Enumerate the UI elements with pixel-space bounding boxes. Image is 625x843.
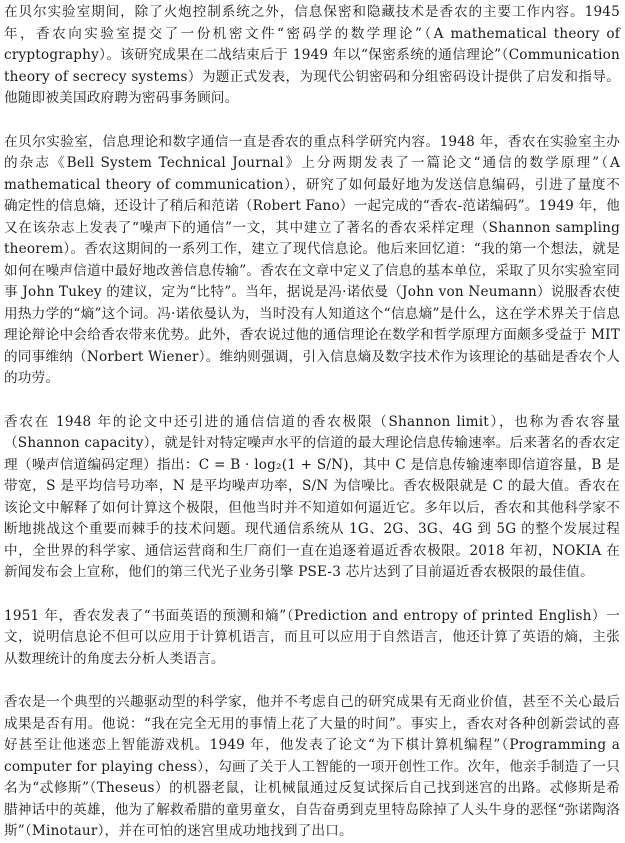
paragraph-gap: [4, 110, 620, 132]
paragraph-gap: [4, 390, 620, 412]
paragraph-printed-english: 1951 年，香农发表了“书面英语的预测和熵”（Prediction and entropy of printed English）一文，说明信息论不但可以应用于计算机语言，而且可以应用于自然语言，他还计算了英语的熵，主张从数理统计的角度去分析人类语言。: [4, 607, 620, 667]
paragraph-information-theory: 在贝尔实验室，信息理论和数字通信一直是香农的重点科学研究内容。1948 年，香农在实验室主办的杂志《Bell System Technical Journal》上分两期发表了一篇论文“通信的数学原理”（A mathematical theory of communication），研究了如何最好地为发送信息编码，引进了量度不确定性的信息熵，还设计了稍后和范诺（Robert Fano）一起完成的“香农-范诺编码”。1949 年，他又在该杂志上发表了“噪声下的通信”一文，其中建立了著名的香农采样定理（Shannon sampling theorem）。香农这期间的一系列工作，建立了现代信息论。他后来回忆道：“我的第一个想法，就是如何在噪声信道中最好地改善信息传输”。香农在文章中定义了信息的基本单位，采取了贝尔实验室同事 John Tukey 的建议，定为“比特”。当年，据说是冯·诺依曼（John von Neumann）说服香农使用热力学的“熵”这个词。冯·诺依曼认为，当时没有人知道这个“信息熵”是什么，这在学术界关于信息理论辩论中会给香农带来优势。此外，香农说过他的通信理论在数学和哲学原理方面颇多受益于 MIT 的同事维纳（Norbert Wiener）。维纳则强调，引入信息熵及数字技术作为该理论的基础是香农个人的功劳。: [4, 133, 620, 386]
paragraph-chess-and-theseus: 香农是一个典型的兴趣驱动型的科学家，他并不考虑自己的研究成果有无商业价值，甚至不关心最后成果是否有用。他说：“我在完全无用的事情上花了大量的时间”。事实上，香农对各种创新尝试的喜好甚至让他迷恋上智能游戏机。1949 年，他发表了论文“为下棋计算机编程”（Programming a computer for playing chess），勾画了关于人工智能的一项开创性工作。次年，他亲手制造了一只名为“忒修斯”（Theseus）的机器老鼠，让机械鼠通过反复试探后自己找到迷宫的出路。忒修斯是希腊神话中的英雄，他为了解救希腊的童男童女，自告奋勇到克里特岛除掉了人头牛身的恶怪“弥诺陶洛斯”（Minotaur），并在可怕的迷宫里成功地找到了出口。: [4, 694, 620, 839]
paragraph-gap: [4, 670, 620, 692]
paragraph-gap: [4, 584, 620, 606]
paragraph-cryptography: 在贝尔实验室期间，除了火炮控制系统之外，信息保密和隐藏技术是香农的主要工作内容。1945 年，香农向实验室提交了一份机密文件“密码学的数学理论”（A mathematical theory of cryptography）。该研究成果在二战结束后于 1949 年以“保密系统的通信理论”（Communication theory of secrecy systems）为题正式发表，为现代公钥密码和分组密码设计提供了启发和指导。他随即被美国政府聘为密码事务顾问。: [4, 4, 620, 106]
document-page: [4, 2, 620, 843]
paragraph-shannon-limit: 香农在 1948 年的论文中还引进的通信信道的香农极限（Shannon limit），也称为香农容量（Shannon capacity），就是针对特定噪声水平的信道的最大理论信息传输速率。后来著名的香农定理（噪声信道编码定理）指出：C = B · log₂(1 + S/N)，其中 C 是信息传输速率即信道容量，B 是带宽，S 是平均信号功率，N 是平均噪声功率，S/N 为信噪比。香农极限就是 C 的最大值。香农在该论文中解释了如何计算这个极限，但他当时并不知道如何逼近它。多年以后，香农和其他科学家不断地挑战这个重要而棘手的技术问题。现代通信系统从 1G、2G、3G、4G 到 5G 的整个发展过程中，全世界的科学家、通信运营商和生厂商们一直在追逐着逼近香农极限。2018 年初，NOKIA 在新闻发布会上宣称，他们的第三代光子业务引擎 PSE-3 芯片达到了目前逼近香农极限的最佳值。: [4, 413, 620, 580]
